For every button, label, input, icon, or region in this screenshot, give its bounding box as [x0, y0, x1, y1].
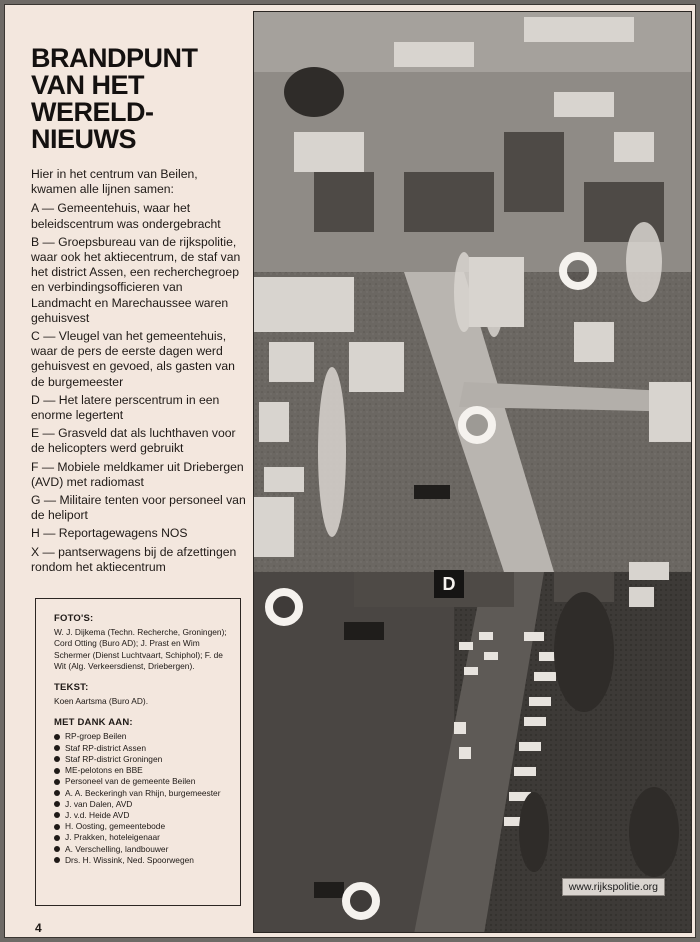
legend-item: H — Reportagewagens NOS: [31, 526, 188, 541]
headline: [31, 45, 246, 153]
thanks-item: Personeel van de gemeente Beilen: [54, 776, 228, 787]
headline-line: VAN HET: [31, 70, 145, 100]
photos-credits: W. J. Dijkema (Techn. Recherche, Groningen); Cord Otting (Buro AD); J. Prast en Wim Schermer (Dienst Luchtvaart, Schiphol); F. de Wit (Alg. Verkeersdienst, Driebergen).: [54, 627, 227, 671]
thanks-item: ME-pelotons en BBE: [54, 765, 228, 776]
thanks-item: RP-groep Beilen: [54, 731, 228, 742]
thanks-item: Staf RP-district Assen: [54, 743, 228, 754]
legend-item: E — Grasveld dat als luchthaven voor de helicopters werd gebruikt: [31, 426, 236, 456]
aerial-photo: [253, 11, 692, 933]
thanks-item: Drs. H. Wissink, Ned. Spoorwegen: [54, 855, 228, 866]
thanks-item: J. Prakken, hoteleigenaar: [54, 832, 228, 843]
legend-item: X — pantserwagens bij de afzettingen rondom het aktiecentrum: [31, 544, 237, 574]
thanks-item: A. Verschelling, landbouwer: [54, 844, 228, 855]
legend-item: A — Gemeentehuis, waar het beleidscentrum was ondergebracht: [31, 201, 221, 231]
thanks-item: J. v.d. Heide AVD: [54, 810, 228, 821]
photo-marker-b: [458, 406, 496, 444]
photos-heading: FOTO'S:: [54, 613, 94, 624]
thanks-item: H. Oosting, gemeentebode: [54, 821, 228, 832]
headline-line: BRANDPUNT: [31, 43, 198, 73]
thanks-item: Staf RP-district Groningen: [54, 754, 228, 765]
text-author: Koen Aartsma (Buro AD).: [54, 696, 149, 707]
location-legend: [31, 201, 246, 575]
thanks-list: [54, 731, 228, 865]
article-column: [31, 45, 246, 578]
credits-box: [35, 598, 241, 906]
photo-marker-d: D: [434, 570, 464, 598]
headline-line: NIEUWS: [31, 124, 136, 154]
thanks-item: J. van Dalen, AVD: [54, 799, 228, 810]
photo-marker-a: [559, 252, 597, 290]
headline-line: WERELD-: [31, 97, 154, 127]
thanks-item: A. A. Beckeringh van Rhijn, burgemeester: [54, 788, 228, 799]
legend-item: F — Mobiele meldkamer uit Driebergen (AVD) met radiomast: [31, 459, 244, 489]
photo-marker-x: [342, 882, 380, 920]
legend-item: C — Vleugel van het gemeentehuis, waar de pers de eerste dagen werd gehuisvest en gevoed, als gasten van de burgemeester: [31, 329, 235, 389]
intro-text: Hier in het centrum van Beilen, kwamen alle lijnen samen:: [31, 167, 198, 197]
legend-item: G — Militaire tenten voor personeel van de heliport: [31, 493, 246, 523]
watermark: www.rijkspolitie.org: [562, 878, 665, 896]
legend-item: D — Het latere perscentrum in een enorme legertent: [31, 392, 220, 423]
page-number: 4: [35, 921, 42, 935]
aerial-photo-drawing: [254, 12, 692, 933]
photo-marker-e: [265, 588, 303, 626]
text-heading: TEKST:: [54, 682, 89, 694]
legend-item: B — Groepsbureau van de rijkspolitie, waar ook het aktiecentrum, de staf van het district Assen, een recherchegroep en verbindingsofficieren van Landmacht en Marechaussee waren gehuisvest: [31, 234, 241, 325]
thanks-heading: MET DANK AAN:: [54, 717, 133, 729]
